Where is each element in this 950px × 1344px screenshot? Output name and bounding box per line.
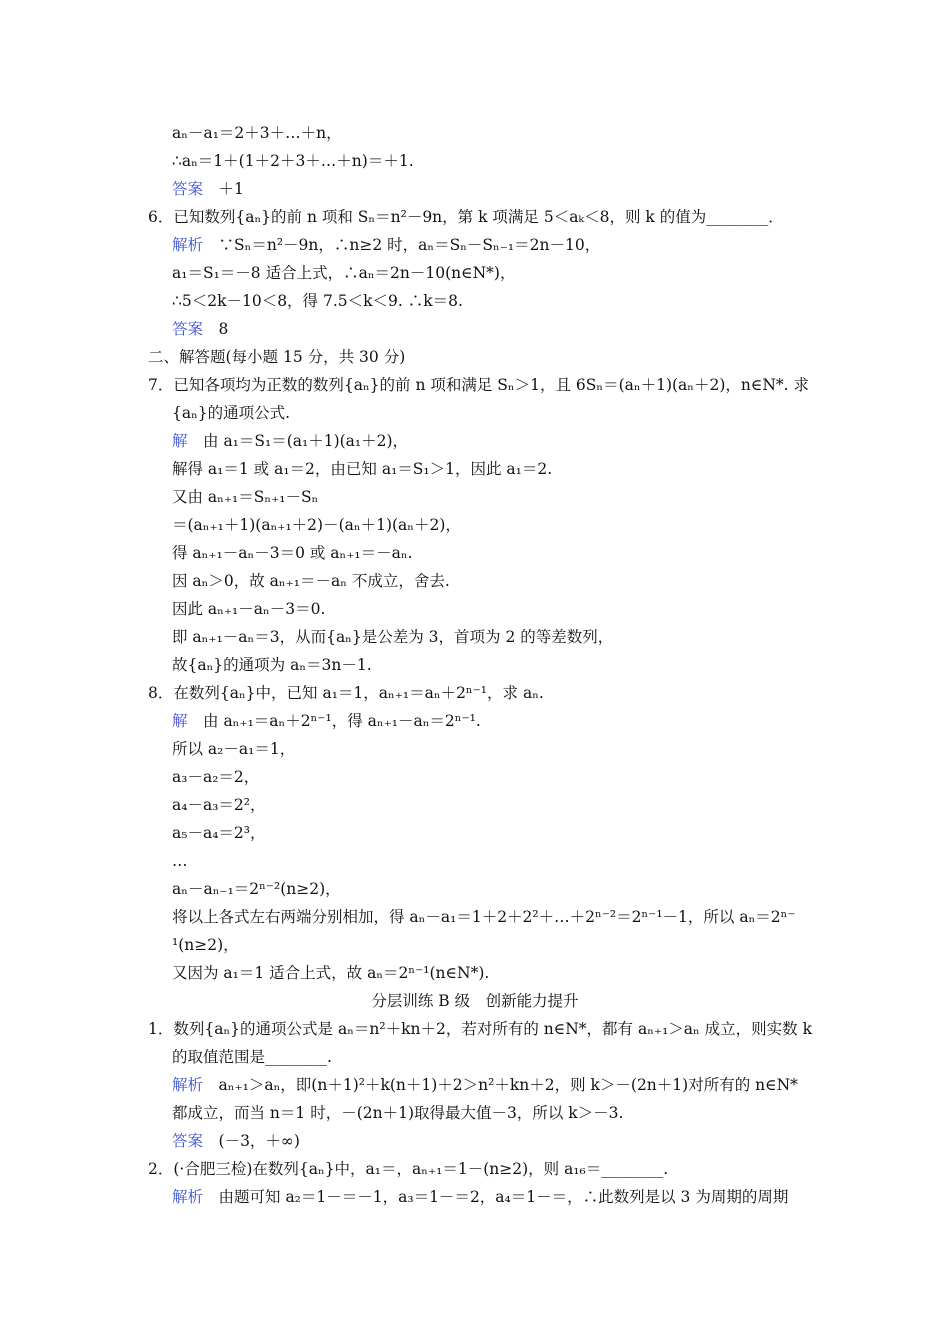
text-line: 解得 a₁＝1 或 a₁＝2，由已知 a₁＝S₁＞1，因此 a₁＝2.	[172, 460, 553, 478]
analysis-label: 解析	[172, 1188, 204, 1206]
text-line: 因此 aₙ₊₁－aₙ－3＝0.	[172, 600, 326, 618]
analysis-label: 解析	[172, 1076, 204, 1094]
solution-line: 解 由 a₁＝S₁＝(a₁＋1)(a₁＋2)，	[172, 432, 409, 450]
text-line: aₙ－a₁＝2＋3＋…＋n，	[172, 124, 342, 142]
text-line: 所以 a₂－a₁＝1，	[172, 740, 296, 758]
answer-line: 答案 ＋1	[172, 180, 244, 198]
text-line: 又因为 a₁＝1 适合上式，故 aₙ＝2ⁿ⁻¹(n∈N*).	[172, 964, 490, 982]
text-line: ¹(n≥2)，	[172, 936, 239, 954]
question-line: 8．在数列{aₙ}中，已知 a₁＝1，aₙ₊₁＝aₙ＋2ⁿ⁻¹，求 aₙ.	[148, 684, 544, 702]
text-line: a₄－a₃＝2²，	[172, 796, 266, 814]
text-line: a₃－a₂＝2，	[172, 768, 260, 786]
solution-label: 解	[172, 432, 188, 450]
answer-label: 答案	[172, 320, 204, 338]
text-line: 将以上各式左右两端分别相加，得 aₙ－a₁＝1＋2＋2²＋…＋2ⁿ⁻²＝2ⁿ⁻¹－1，所以 aₙ＝2ⁿ⁻	[172, 908, 796, 926]
solution-label: 解	[172, 712, 188, 730]
text-line: ∴5＜2k－10＜8，得 7.5＜k＜9. ∴k＝8.	[172, 292, 463, 310]
text-line: 都成立，而当 n＝1 时，－(2n＋1)取得最大值－3，所以 k＞－3.	[172, 1104, 624, 1122]
text-line: 故{aₙ}的通项为 aₙ＝3n－1.	[172, 656, 372, 674]
text-line: a₅－a₄＝2³，	[172, 824, 266, 842]
question-line: 2．(·合肥三检)在数列{aₙ}中，a₁＝，aₙ₊₁＝1－(n≥2)，则 a₁₆＝________.	[148, 1160, 669, 1178]
text-line: a₁＝S₁＝－8 适合上式，∴aₙ＝2n－10(n∈N*)，	[172, 264, 516, 282]
analysis-line: 解析 aₙ₊₁＞aₙ，即(n＋1)²＋k(n＋1)＋2＞n²＋kn＋2，则 k＞－(2n＋1)对所有的 n∈N*	[172, 1076, 798, 1094]
text-line: 又由 aₙ₊₁＝Sₙ₊₁－Sₙ	[172, 488, 319, 506]
section-title: 分层训练 B 级 创新能力提升	[371, 992, 579, 1010]
text-line: 得 aₙ₊₁－aₙ－3＝0 或 aₙ₊₁＝－aₙ.	[172, 544, 413, 562]
text-line: 因 aₙ＞0，故 aₙ₊₁＝－aₙ 不成立，舍去.	[172, 572, 450, 590]
solution-line: 解 由 aₙ₊₁＝aₙ＋2ⁿ⁻¹，得 aₙ₊₁－aₙ＝2ⁿ⁻¹.	[172, 712, 481, 730]
question-line: 7．已知各项均为正数的数列{aₙ}的前 n 项和满足 Sₙ＞1，且 6Sₙ＝(aₙ＋1)(aₙ＋2)，n∈N*. 求	[148, 376, 810, 394]
section-heading: 二、解答题(每小题 15 分，共 30 分)	[148, 348, 406, 366]
question-line: 6．已知数列{aₙ}的前 n 项和 Sₙ＝n²－9n，第 k 项满足 5＜aₖ＜8，则 k 的值为________．	[148, 208, 784, 226]
answer-label: 答案	[172, 180, 204, 198]
text-line: …	[172, 852, 188, 870]
answer-line: 答案 (－3，＋∞)	[172, 1132, 300, 1150]
analysis-line: 解析 ∵Sₙ＝n²－9n，∴n≥2 时，aₙ＝Sₙ－Sₙ₋₁＝2n－10，	[172, 236, 601, 254]
answer-line: 答案 8	[172, 320, 229, 338]
analysis-label: 解析	[172, 236, 204, 254]
text-line: {aₙ}的通项公式.	[172, 404, 291, 422]
text-line: ＝(aₙ₊₁＋1)(aₙ₊₁＋2)－(aₙ＋1)(aₙ＋2)，	[172, 516, 461, 534]
analysis-line: 解析 由题可知 a₂＝1－＝－1，a₃＝1－＝2，a₄＝1－＝，∴此数列是以 3 为周期的周期	[172, 1188, 789, 1206]
answer-label: 答案	[172, 1132, 204, 1150]
text-line: 的取值范围是________.	[172, 1048, 332, 1066]
text-line: aₙ－aₙ₋₁＝2ⁿ⁻²(n≥2)，	[172, 880, 341, 898]
text-line: 即 aₙ₊₁－aₙ＝3，从而{aₙ}是公差为 3，首项为 2 的等差数列，	[172, 628, 614, 646]
text-line: ∴aₙ＝1＋(1＋2＋3＋…＋n)＝＋1.	[172, 152, 414, 170]
question-line: 1．数列{aₙ}的通项公式是 aₙ＝n²＋kn＋2，若对所有的 n∈N*，都有 aₙ₊₁＞aₙ 成立，则实数 k	[148, 1020, 812, 1038]
